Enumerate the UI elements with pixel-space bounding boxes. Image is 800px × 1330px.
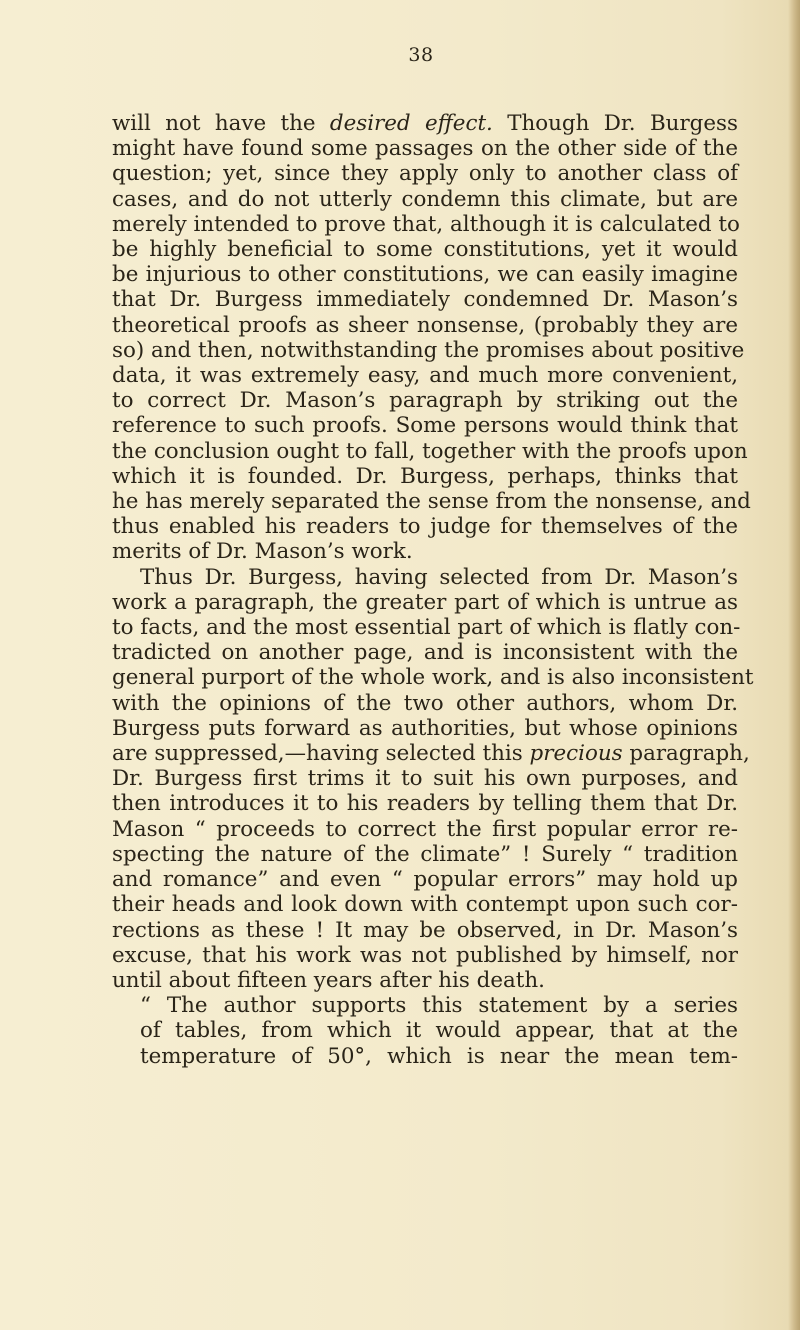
text-line-3: question; yet, since they apply only to another class of [112,161,738,187]
text-line-10: so) and then, notwithstanding the promises about positive [112,337,745,363]
text-line-22: tradicted on another page, and is inconsistent with the [112,640,738,666]
text-line-17: thus enabled his readers to judge for themselves of the [112,514,738,540]
text-line-18: merits of Dr. Mason’s work. [112,539,413,565]
text-line-8: that Dr. Burgess immediately condemned Dr. Mason’s [112,287,738,313]
text-line-23: general purport of the whole work, and is also inconsistent [112,665,754,691]
text-line-19: Thus Dr. Burgess, having selected from Dr. Mason’s [140,564,738,590]
text-line-20: work a paragraph, the greater part of which is untrue as [112,589,738,615]
body-text [112,111,754,1069]
text-line-24: with the opinions of the two other authors, whom Dr. [112,690,738,716]
text-line-28: then introduces it to his readers by telling them that Dr. [112,791,738,817]
page-edge-shadow [788,0,800,1330]
text-line-38: temperature of 50°, which is near the mean tem- [140,1043,738,1069]
text-line-11: data, it was extremely easy, and much more convenient, [112,363,738,389]
text-line-26: are suppressed,—having selected this precious paragraph, [112,741,750,767]
text-line-9: theoretical proofs as sheer nonsense, (probably they are [112,312,738,338]
text-line-29: Mason “ proceeds to correct the first popular error re- [112,816,738,842]
text-line-27: Dr. Burgess first trims it to suit his own purposes, and [112,766,738,792]
text-line-31: and romance” and even “ popular errors” may hold up [112,867,738,893]
text-line-35: until about fifteen years after his death. [112,967,545,993]
text-line-14: the conclusion ought to fall, together with the proofs upon [112,438,748,464]
text-line-33: rections as these ! It may be observed, in Dr. Mason’s [112,917,738,943]
text-line-2: might have found some passages on the other side of the [112,136,738,162]
text-line-37: of tables, from which it would appear, that at the [140,1018,738,1044]
text-line-25: Burgess puts forward as authorities, but whose opinions [112,715,738,741]
text-line-32: their heads and look down with contempt upon such cor- [112,892,738,918]
text-line-12: to correct Dr. Mason’s paragraph by striking out the [112,388,738,414]
text-line-21: to facts, and the most essential part of which is flatly con- [112,615,741,641]
text-line-36: “ The author supports this statement by a series [140,993,738,1019]
text-line-4: cases, and do not utterly condemn this climate, but are [112,186,738,212]
text-line-34: excuse, that his work was not published by himself, nor [112,942,738,968]
text-line-15: which it is founded. Dr. Burgess, perhaps, thinks that [112,463,738,489]
text-line-13: reference to such proofs. Some persons would think that [112,413,738,439]
text-line-7: be injurious to other constitutions, we can easily imagine [112,262,738,288]
text-line-5: merely intended to prove that, although it is calculated to [112,211,740,237]
text-line-16: he has merely separated the sense from the nonsense, and [112,489,751,515]
text-line-6: be highly beneficial to some constitutions, yet it would [112,237,738,263]
page-number: 38 [408,44,434,66]
text-line-30: specting the nature of the climate” ! Surely “ tradition [112,841,738,867]
text-line-1: will not have the desired effect. Though Dr. Burgess [112,111,738,136]
